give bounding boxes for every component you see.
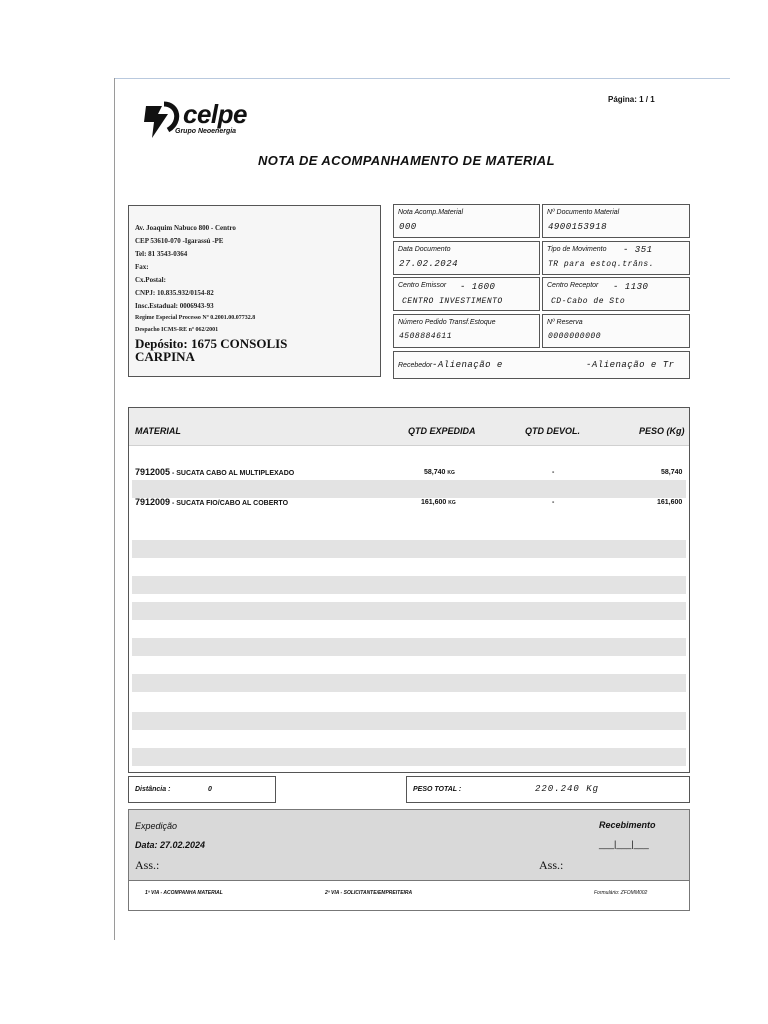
field-value-2: -Alienação e Tr: [586, 360, 675, 370]
row-qtd-devol: -: [552, 469, 555, 476]
table-stripe: [132, 712, 686, 730]
address-line: Cx.Postal:: [135, 276, 166, 284]
field-label: Número Pedido Transf.Estoque: [398, 319, 496, 326]
field-value: - 1130: [613, 282, 649, 292]
signature-block: [128, 809, 690, 881]
distancia-value: 0: [208, 786, 212, 793]
address-line: CEP 53610-070 -Igarassú -PE: [135, 237, 224, 245]
row-qtd-expedida: 161,600 KG: [421, 499, 456, 506]
address-line: CNPJ: 10.835.932/0154-82: [135, 289, 214, 297]
recebedor-field: [393, 351, 690, 379]
address-line: Insc.Estadual: 0006943-93: [135, 302, 214, 310]
logo-subtitle: Grupo Neoenergia: [175, 128, 237, 135]
field-label: Recebedor: [398, 362, 433, 369]
row-material: 7912005 - SUCATA CABO AL MULTIPLEXADO: [135, 467, 295, 477]
address-line: Fax:: [135, 263, 149, 271]
peso-total-label: PESO TOTAL :: [413, 786, 462, 793]
data-documento-field: [393, 241, 540, 275]
centro-receptor-field: [542, 277, 690, 311]
address-line: Regime Especial Processo Nº 0.2001.00.07732.8: [135, 315, 256, 321]
material-table: [128, 407, 690, 773]
table-stripe: [132, 602, 686, 620]
nota-acomp-field: [393, 204, 540, 238]
distancia-box: [128, 776, 276, 803]
address-box: [128, 205, 381, 377]
tipo-movimento-field: [542, 241, 690, 275]
row-peso: 58,740: [661, 469, 683, 476]
deposito-line-2: CARPINA: [135, 349, 195, 364]
ass-left-label: Ass.:: [135, 858, 160, 872]
table-stripe: [132, 540, 686, 558]
field-label: Centro Receptor: [547, 282, 599, 289]
expedicao-label: Expedição: [135, 821, 178, 831]
col-qtd-expedida: QTD EXPEDIDA: [408, 426, 476, 436]
field-label: Centro Emissor: [398, 282, 447, 289]
address-line: Av. Joaquim Nabuco 800 - Centro: [135, 224, 236, 232]
recebimento-label: Recebimento: [599, 820, 656, 830]
field-label: Nº Reserva: [547, 319, 583, 326]
footer: [128, 881, 690, 911]
page-number: Página: 1 / 1: [608, 95, 655, 104]
via-1-label: 1ª VIA - ACOMPANHA MATERIAL: [145, 890, 223, 896]
field-value: - 351: [623, 245, 653, 255]
table-stripe: [132, 674, 686, 692]
deposito-line: Depósito: 1675 CONSOLIS: [135, 336, 288, 351]
table-stripe: [132, 638, 686, 656]
table-stripe: [132, 576, 686, 594]
field-value-2: CENTRO INVESTIMENTO: [402, 297, 503, 306]
field-label: Nº Documento Material: [547, 209, 620, 216]
field-value: - 1600: [460, 282, 496, 292]
peso-total-box: [406, 776, 690, 803]
page-left-border: [114, 78, 115, 940]
recebimento-date-blank: ___|___|___: [599, 839, 649, 849]
distancia-label: Distância :: [135, 786, 171, 793]
row-qtd-expedida: 58,740 KG: [424, 469, 455, 476]
table-stripe: [132, 480, 686, 498]
field-value: 4900153918: [548, 222, 608, 232]
row-qtd-devol: -: [552, 499, 555, 506]
reserva-field: [542, 314, 690, 348]
field-value: -Alienação e: [432, 360, 503, 370]
document-title: NOTA DE ACOMPANHAMENTO DE MATERIAL: [258, 153, 555, 168]
col-qtd-devol: QTD DEVOL.: [525, 426, 581, 436]
form-code-label: Formulário: ZFOMM002: [594, 890, 648, 896]
field-label: Tipo de Movimento: [547, 246, 607, 253]
peso-total-value: 220.240 Kg: [535, 784, 600, 794]
row-material: 7912009 - SUCATA FIO/CABO AL COBERTO: [135, 497, 289, 507]
ass-right-label: Ass.:: [539, 858, 564, 872]
col-peso: PESO (Kg): [639, 426, 685, 436]
field-value: 27.02.2024: [399, 259, 459, 269]
field-label: Data Documento: [398, 246, 451, 253]
page-top-border: [114, 78, 730, 79]
table-stripe: [132, 748, 686, 766]
table-header: [129, 408, 689, 446]
logo-wordmark: celpe: [183, 99, 247, 129]
row-peso: 161,600: [657, 499, 683, 506]
field-value: 0000000000: [548, 332, 602, 341]
field-value: 4508884611: [399, 332, 453, 341]
expedicao-date: Data: 27.02.2024: [135, 840, 206, 850]
field-value-2: TR para estoq.trâns.: [548, 260, 655, 269]
field-value: 000: [399, 222, 417, 232]
col-material: MATERIAL: [135, 426, 181, 436]
address-line: Tel: 81 3543-0364: [135, 250, 188, 258]
via-2-label: 2ª VIA - SOLICITANTE/EMPREITEIRA: [325, 890, 413, 896]
centro-emissor-field: [393, 277, 540, 311]
address-line: Despacho ICMS-RE nº 062/2001: [135, 327, 219, 333]
field-label: Nota Acomp.Material: [398, 209, 464, 216]
doc-material-field: [542, 204, 690, 238]
field-value-2: CD-Cabo de Sto: [551, 297, 626, 306]
pedido-transf-field: [393, 314, 540, 348]
